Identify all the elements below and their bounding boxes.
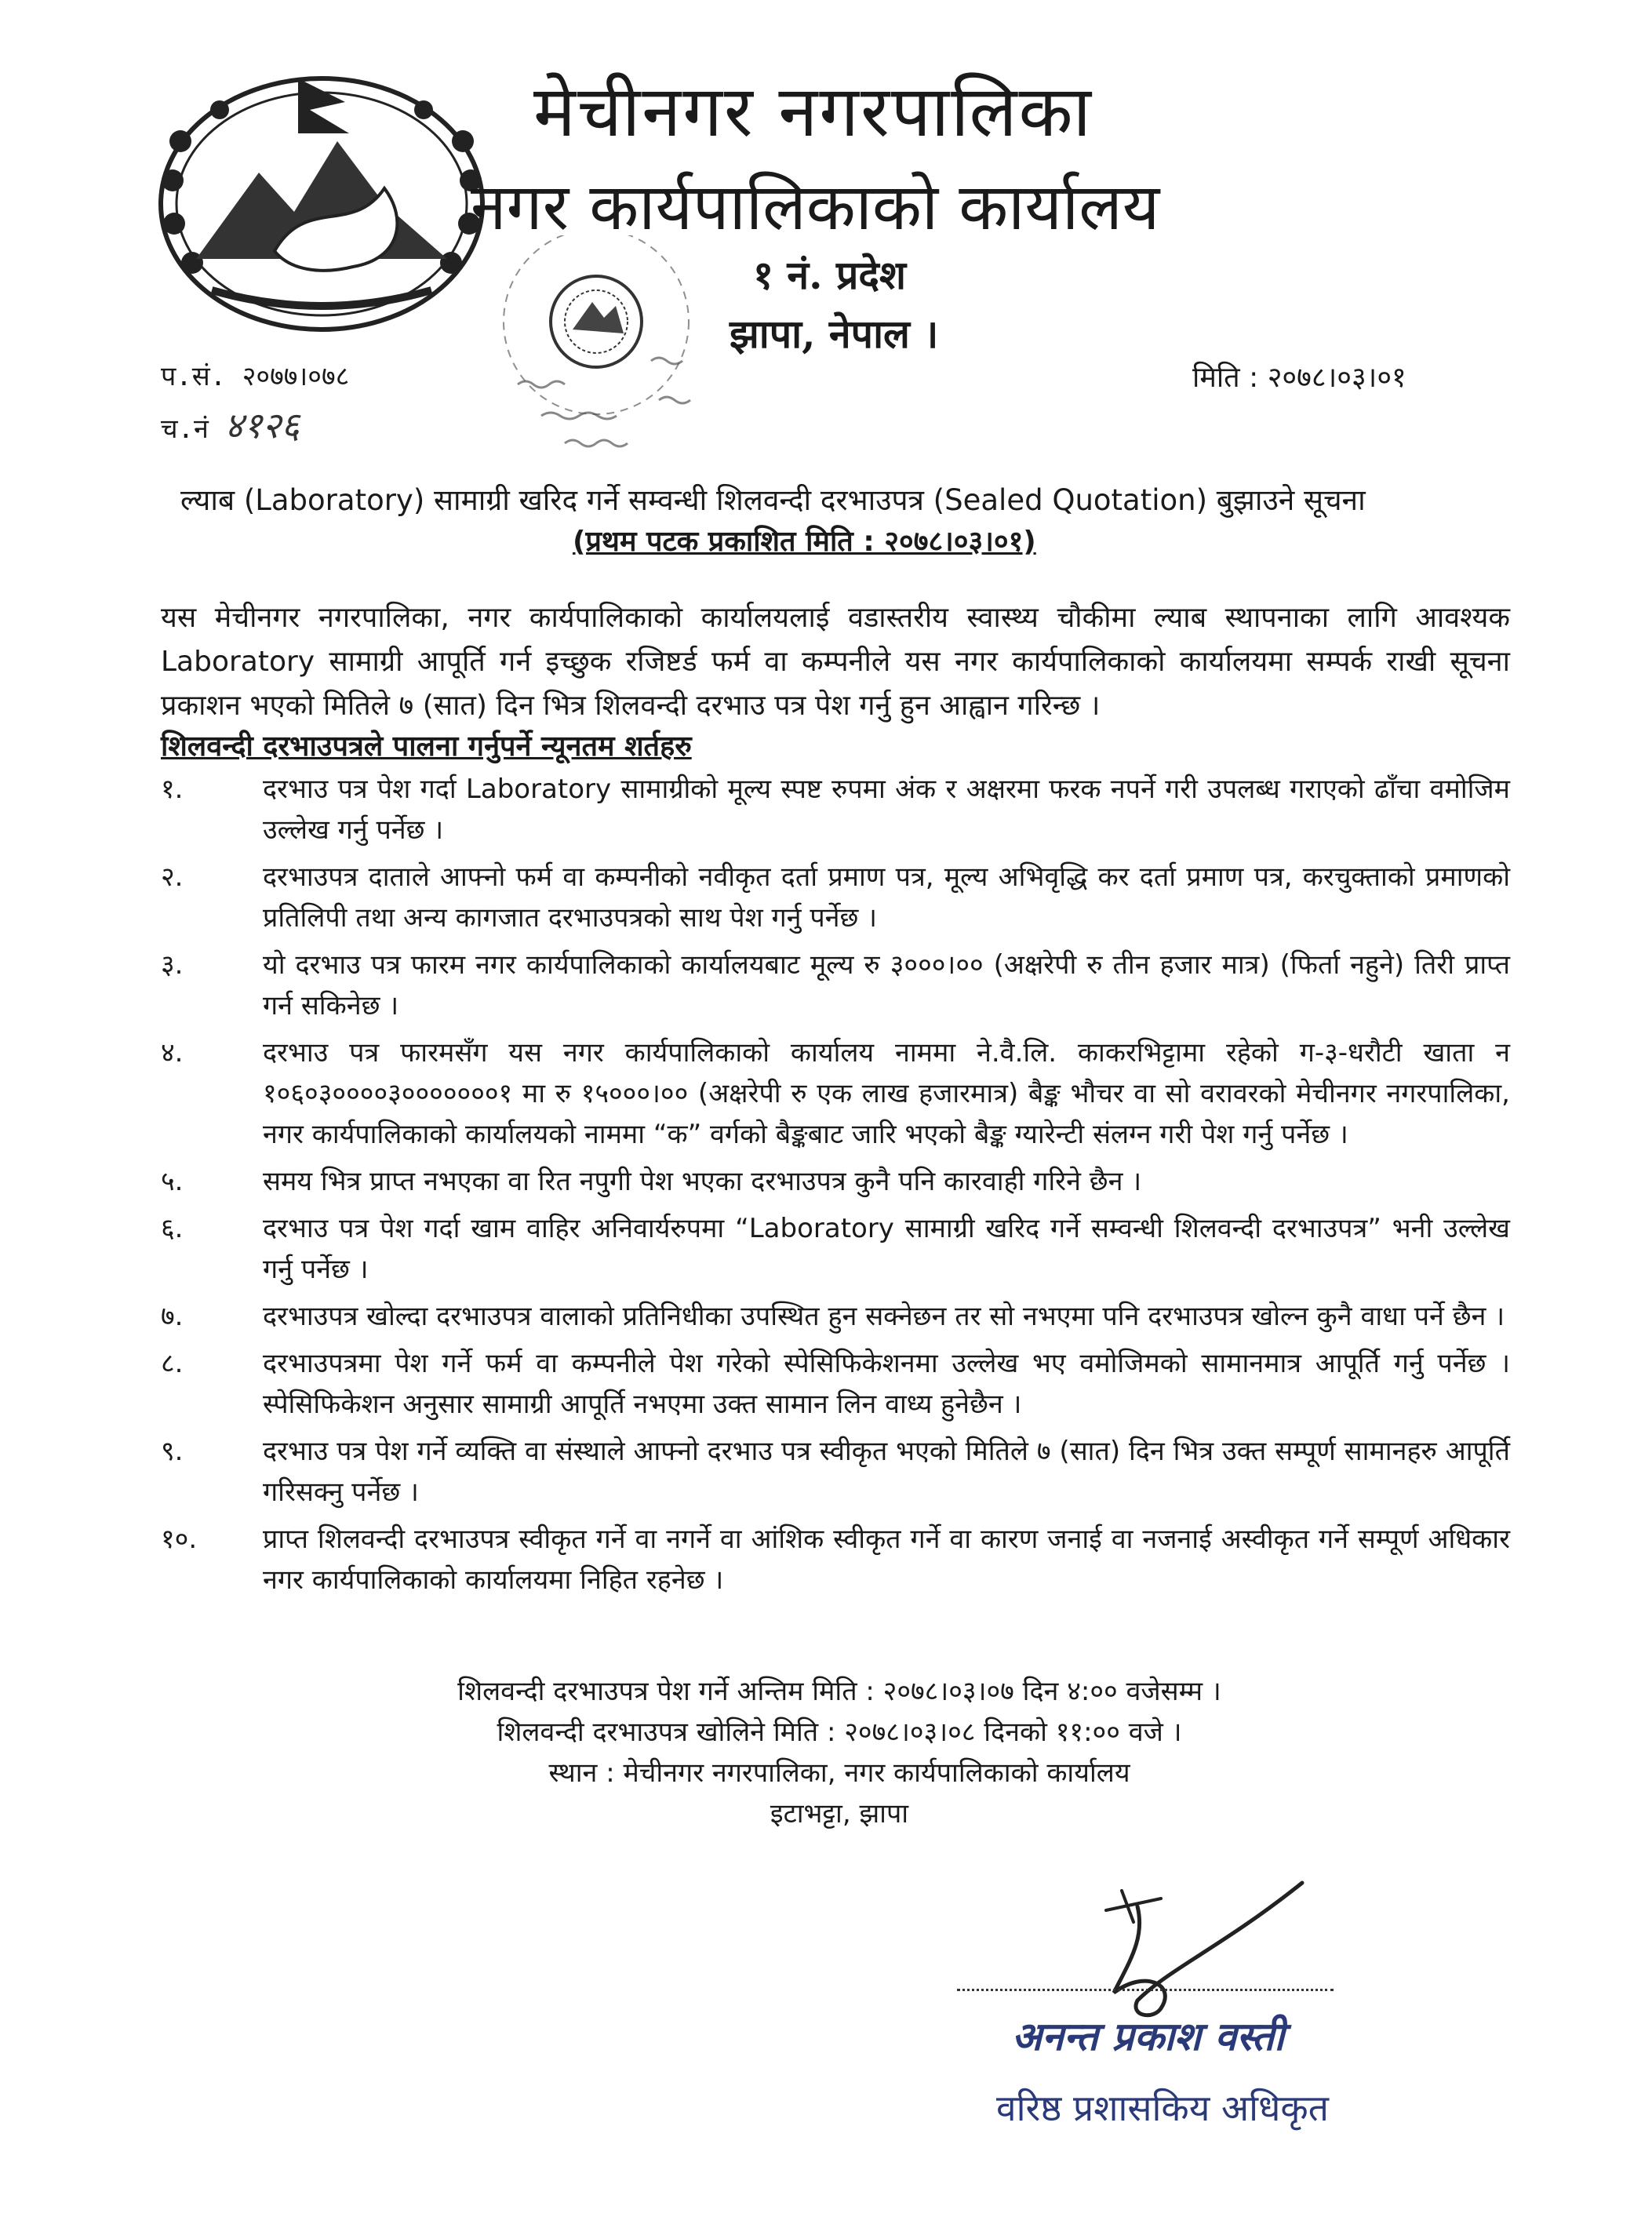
notice-intro: यस मेचीनगर नगरपालिका, नगर कार्यपालिकाको कार्यालयलाई वडास्तरीय स्वास्थ्य चौकीमा ल्याब स्थापनाका लागि आवश्यक Laboratory सामाग्री आपूर्ति गर्न इच्छुक रजिष्टर्ड फर्म वा कम्पनीले यस नगर कार्यपालिकाको कार्यालयमा सम्पर्क राखी सूचना प्रकाशन भएको मितिले ७ (सात) दिन भित्र शिलवन्दी दरभाउ पत्र पेश गर्नु हुन आह्वान गरिन्छ । — [161, 602, 1510, 722]
location-label: झापा, नेपाल । — [730, 311, 939, 357]
condition-item — [161, 1032, 1510, 1155]
submission-details — [345, 1671, 1334, 1834]
dispatch-number-value: ४१२६ — [224, 404, 300, 446]
condition-item — [161, 857, 1510, 938]
signer-title: वरिष्ठ प्रशासकिय अधिकृत — [996, 2087, 1329, 2129]
condition-number: ६. — [161, 1213, 184, 1244]
condition-text: यो दरभाउ पत्र फारम नगर कार्यपालिकाको कार्यालयबाट मूल्य रु ३०००।०० (अक्षरेपी रु तीन हजार मात्र) (फिर्ता नहुने) तिरी प्राप्त गर्न सकिनेछ । — [263, 949, 1510, 1021]
condition-text: दरभाउ पत्र फारमसँग यस नगर कार्यपालिकाको कार्यालय नाममा ने.वै.लि. काकरभिट्टामा रहेको ग-३-धरौटी खाता न १०६०३००००३०००००००१ मा रु १५०००।०० (अक्षरेपी रु एक लाख हजारमात्र) बैङ्क भौचर वा सो वरावरको मेचीनगर नगरपालिका, नगर कार्यपालिकाको कार्यालयको नाममा “क” वर्गको बैङ्कबाट जारि भएको बैङ्क ग्यारेन्टी संलग्न गरी पेश गर्नु पर्नेछ । — [263, 1037, 1510, 1150]
condition-text: दरभाउ पत्र पेश गर्दा Laboratory सामाग्रीको मूल्य स्पष्ट रुपमा अंक र अक्षरमा फरक नपर्ने गरी उपलब्ध गराएको ढाँचा वमोजिम उल्लेख गर्नु पर्नेछ । — [263, 774, 1510, 846]
condition-number: ८. — [161, 1348, 184, 1379]
condition-number: ५. — [161, 1166, 184, 1197]
dispatch-number — [161, 400, 300, 449]
condition-number: ४. — [161, 1037, 184, 1069]
condition-text: समय भित्र प्राप्त नभएका वा रित नपुगी पेश भएका दरभाउपत्र कुनै पनि कारवाही गरिने छैन । — [263, 1166, 1142, 1197]
condition-text: दरभाउ पत्र पेश गर्ने व्यक्ति वा संस्थाले आफ्नो दरभाउ पत्र स्वीकृत भएको मितिले ७ (सात) दिन भित्र उक्त सम्पूर्ण सामानहरु आपूर्ति गरिसक्नु पर्नेछ । — [263, 1436, 1510, 1508]
conditions-list — [161, 769, 1510, 1607]
submission-deadline: शिलवन्दी दरभाउपत्र पेश गर्ने अन्तिम मिति : २०७८।०३।०७ दिन ४:०० वजेसम्म । — [457, 1676, 1221, 1707]
notice-subtitle: (प्रथम पटक प्रकाशित मिति : २०७८।०३।०१) — [573, 526, 1036, 558]
condition-item — [161, 1161, 1510, 1202]
condition-item — [161, 1343, 1510, 1425]
condition-item — [161, 1519, 1510, 1600]
condition-item — [161, 1431, 1510, 1513]
municipality-name: मेचीनगर नगरपालिका — [533, 71, 1093, 153]
condition-text: दरभाउपत्रमा पेश गर्ने फर्म वा कम्पनीले पेश गरेको स्पेसिफिकेशनमा उल्लेख भए वमोजिमको सामानमात्र आपूर्ति गर्नु पर्नेछ । स्पेसिफिकेशन अनुसार सामाग्री आपूर्ति नभएमा उक्त सामान लिन वाध्य हुनेछैन । — [263, 1348, 1510, 1420]
signer-name: अनन्त प्रकाश वस्ती — [1012, 2014, 1285, 2059]
condition-number: ९. — [161, 1436, 184, 1467]
signature-line — [957, 1989, 1334, 1991]
condition-text: दरभाउपत्र खोल्दा दरभाउपत्र वालाको प्रतिनिधीका उपस्थित हुन सक्नेछन तर सो नभएमा पनि दरभाउपत्र खोल्न कुनै वाधा पर्ने छैन । — [263, 1301, 1505, 1332]
condition-item — [161, 1296, 1510, 1337]
condition-number: १०. — [161, 1524, 198, 1555]
office-seal-stamp — [494, 235, 730, 471]
condition-item — [161, 945, 1510, 1026]
condition-text: दरभाउपत्र दाताले आफ्नो फर्म वा कम्पनीको नवीकृत दर्ता प्रमाण पत्र, मूल्य अभिवृद्धि कर दर्ता प्रमाण पत्र, करचुक्ताको प्रमाणको प्रतिलिपी तथा अन्य कागजात दरभाउपत्रको साथ पेश गर्नु पर्नेछ । — [263, 861, 1510, 934]
condition-item — [161, 769, 1510, 850]
province-label: १ नं. प्रदेश — [753, 252, 906, 298]
condition-item — [161, 1208, 1510, 1290]
opening-date: शिलवन्दी दरभाउपत्र खोलिने मिति : २०७८।०३।०८ दिनको ११:०० वजे । — [497, 1717, 1182, 1748]
place-line: स्थान : मेचीनगर नगरपालिका, नगर कार्यपालिकाको कार्यालय — [548, 1757, 1130, 1789]
condition-number: १. — [161, 774, 184, 805]
nepal-emblem-logo — [149, 55, 494, 337]
conditions-heading: शिलवन्दी दरभाउपत्रले पालना गर्नुपर्ने न्यूनतम शर्तहरु — [161, 730, 692, 763]
office-name: नगर कार्यपालिकाको कार्यालय — [471, 170, 1160, 245]
place-line-2: इटाभट्टा, झापा — [770, 1798, 909, 1829]
notice-title: ल्याब (Laboratory) सामाग्री खरिद गर्ने सम्वन्धी शिलवन्दी दरभाउपत्र (Sealed Quotation) बुझाउने सूचना — [180, 483, 1366, 517]
condition-number: ७. — [161, 1301, 184, 1332]
condition-number: ३. — [161, 949, 184, 981]
issue-date: मिति : २०७८।०३।०१ — [1192, 362, 1406, 394]
condition-text: प्राप्त शिलवन्दी दरभाउपत्र स्वीकृत गर्ने वा नगर्ने वा आंशिक स्वीकृत गर्ने वा कारण जनाई वा नजनाई अस्वीकृत गर्ने सम्पूर्ण अधिकार नगर कार्यपालिकाको कार्यालयमा निहित रहनेछ । — [263, 1524, 1510, 1596]
reference-number: प.सं. २०७७।०७८ — [161, 361, 350, 392]
condition-text: दरभाउ पत्र पेश गर्दा खाम वाहिर अनिवार्यरुपमा “Laboratory सामाग्री खरिद गर्ने सम्वन्धी शिलवन्दी दरभाउपत्र” भनी उल्लेख गर्नु पर्नेछ । — [263, 1213, 1510, 1285]
condition-number: २. — [161, 861, 184, 893]
dispatch-number-label: च.नं — [161, 413, 209, 445]
